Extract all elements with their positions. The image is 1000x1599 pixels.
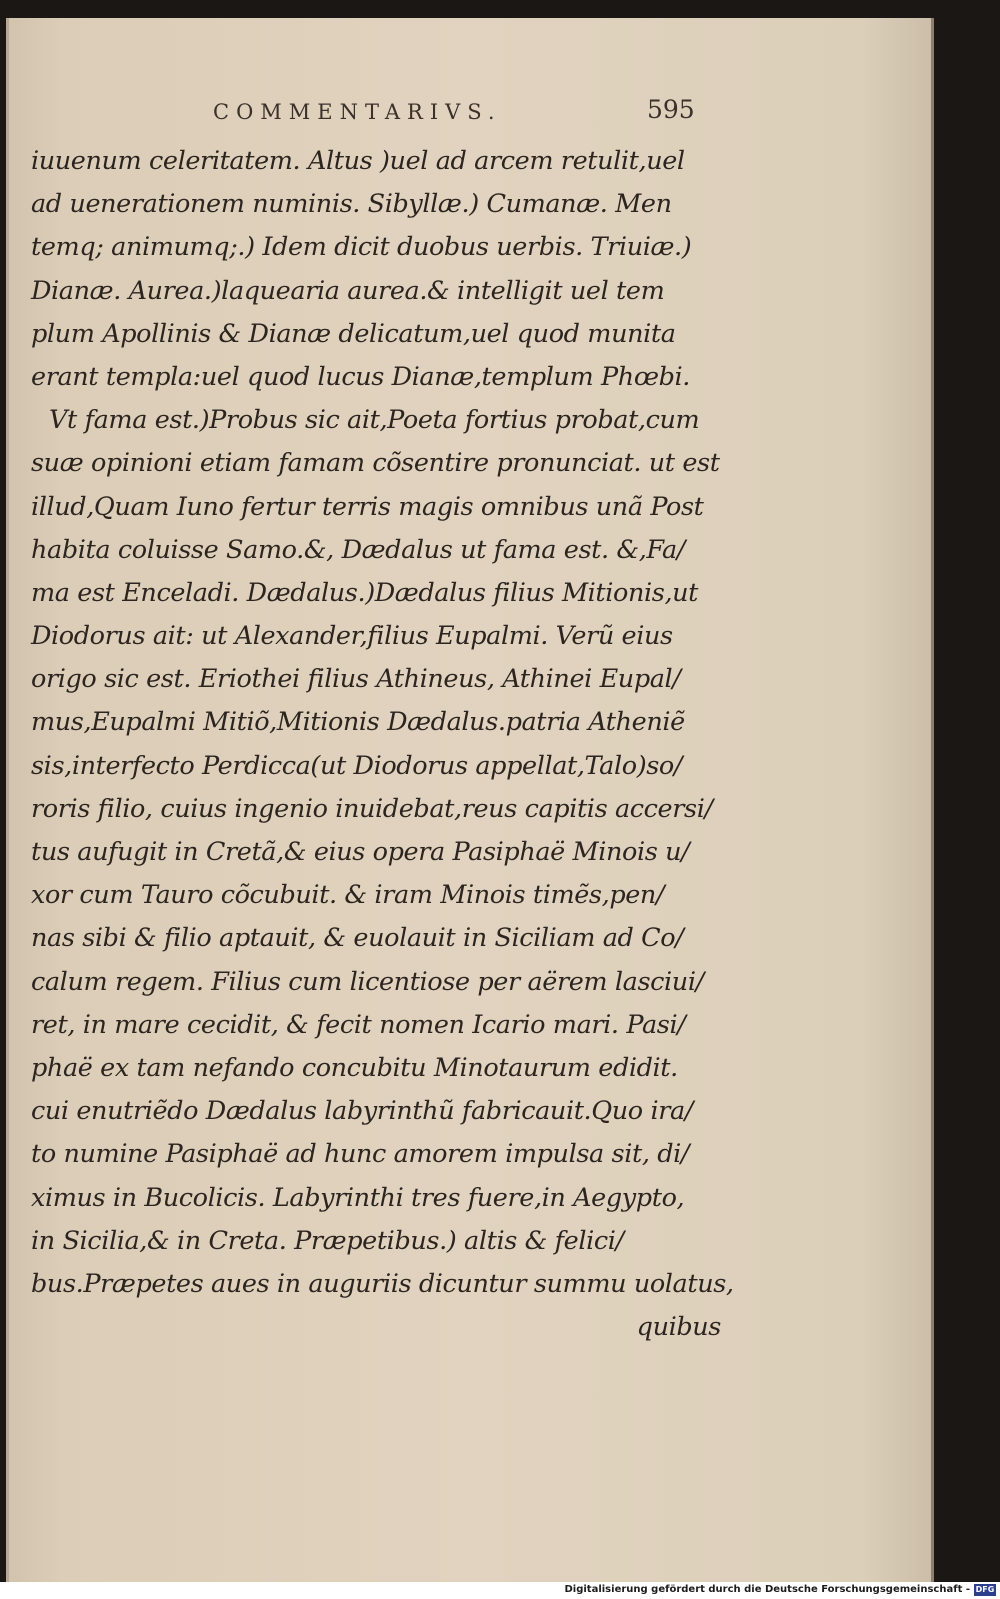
digitization-credit: Digitalisierung gefördert durch die Deutsche Forschungsgemeinschaft - bbox=[564, 1584, 970, 1595]
running-head: COMMENTARIVS. bbox=[213, 100, 502, 124]
text-line: erant templa:uel quod lucus Dianæ,templum Phœbi. bbox=[31, 361, 691, 392]
text-line: in Sicilia,& in Creta. Præpetibus.) altis & felici/ bbox=[31, 1225, 624, 1256]
page-number: 595 bbox=[647, 95, 695, 124]
text-line: origo sic est. Eriothei filius Athineus, Athinei Eupal/ bbox=[31, 664, 681, 695]
text-line: suæ opinioni etiam famam cõsentire pronunciat. ut est bbox=[31, 448, 720, 479]
book-page bbox=[6, 18, 934, 1582]
catchword: quibus bbox=[636, 1312, 721, 1343]
text-line: Diodorus ait: ut Alexander,filius Eupalmi. Verũ eius bbox=[31, 621, 673, 652]
dfg-logo: DFG bbox=[975, 1585, 995, 1594]
text-line: Dianæ. Aurea.)laquearia aurea.& intelligit uel tem bbox=[31, 275, 665, 306]
text-line: nas sibi & filio aptauit, & euolauit in Siciliam ad Co/ bbox=[31, 923, 684, 954]
text-line: illud,Quam Iuno fertur terris magis omnibus unã Post bbox=[31, 491, 704, 522]
text-line: tus aufugit in Cretã,& eius opera Pasiphaë Minois u/ bbox=[31, 837, 690, 867]
footer-bar bbox=[0, 1582, 1000, 1599]
text-line: to numine Pasiphaë ad hunc amorem impulsa sit, di/ bbox=[31, 1139, 690, 1170]
page-edge bbox=[931, 18, 934, 1582]
text-line: phaë ex tam nefando concubitu Minotaurum edidit. bbox=[31, 1052, 678, 1083]
text-line: ad uenerationem numinis. Sibyllæ.) Cumanæ. Men bbox=[31, 189, 672, 220]
text-line: cui enutriẽdo Dædalus labyrinthũ fabricauit.Quo ira/ bbox=[31, 1096, 693, 1127]
text-line: bus.Præpetes aues in auguriis dicuntur summu uolatus, bbox=[31, 1268, 734, 1299]
text-line: ximus in Bucolicis. Labyrinthi tres fuere,in Aegypto, bbox=[31, 1182, 685, 1213]
text-line: Vt fama est.)Probus sic ait,Poeta fortius probat,cum bbox=[49, 405, 700, 436]
body-text bbox=[31, 140, 734, 1349]
text-line: mus,Eupalmi Mitiõ,Mitionis Dædalus.patria Atheniẽ bbox=[31, 707, 685, 738]
text-line: calum regem. Filius cum licentiose per aërem lasciui/ bbox=[31, 966, 704, 997]
text-line: iuuenum celeritatem. Altus )uel ad arcem retulit,uel bbox=[31, 146, 685, 176]
text-line: xor cum Tauro cõcubuit. & iram Minois timẽs,pen/ bbox=[31, 880, 665, 911]
text-line: temq; animumq;.) Idem dicit duobus uerbis. Triuiæ.) bbox=[31, 232, 692, 263]
text-line: plum Apollinis & Dianæ delicatum,uel quod munita bbox=[31, 318, 676, 349]
text-line: ma est Enceladi. Dædalus.)Dædalus filius Mitionis,ut bbox=[31, 577, 699, 608]
text-line: sis,interfecto Perdicca(ut Diodorus appellat,Talo)so/ bbox=[31, 750, 683, 781]
text-line: roris filio, cuius ingenio inuidebat,reus capitis accersi/ bbox=[31, 793, 713, 824]
text-line: habita coluisse Samo.&, Dædalus ut fama est. &,Fa/ bbox=[31, 534, 685, 565]
text-line: ret, in mare cecidit, & fecit nomen Icario mari. Pasi/ bbox=[31, 1009, 686, 1040]
